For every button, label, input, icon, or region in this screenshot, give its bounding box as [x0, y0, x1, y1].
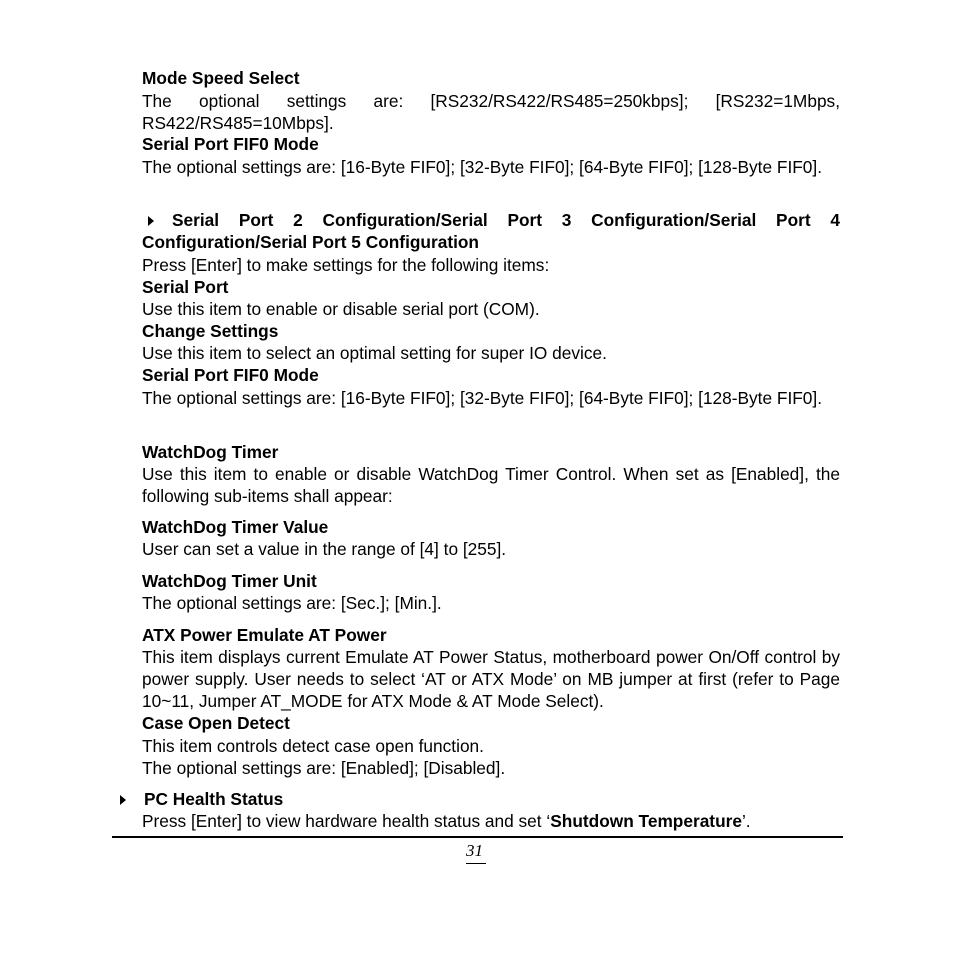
case-open-heading: Case Open Detect	[142, 713, 290, 733]
fifo-mode-description: The optional settings are: [16-Byte FIF0]; [32-Byte FIF0]; [64-Byte FIF0]; [128-Byte FIF0].	[142, 157, 823, 177]
watchdog-timer-heading: WatchDog Timer	[142, 442, 279, 462]
watchdog-timer-unit-heading: WatchDog Timer Unit	[142, 571, 317, 591]
page-number-underline	[466, 863, 486, 864]
serial-port-description: Use this item to enable or disable serial port (COM).	[142, 299, 540, 319]
shutdown-temperature-term: Shutdown Temperature	[550, 811, 742, 831]
serial-port-heading: Serial Port	[142, 277, 229, 297]
case-open-description-1: This item controls detect case open function.	[142, 736, 484, 756]
serial-port-config-section	[142, 209, 840, 253]
fifo-mode-heading-2: Serial Port FIF0 Mode	[142, 365, 319, 385]
fifo-mode-description-2: The optional settings are: [16-Byte FIF0]; [32-Byte FIF0]; [64-Byte FIF0]; [128-Byte FIF0].	[142, 388, 823, 408]
serial-port-config-heading: Serial Port 2 Configuration/Serial Port 3 Configuration/Serial Port 4 Configuration/Serial Port 5 Configuration	[142, 210, 840, 252]
pc-health-desc-pre: Press [Enter] to view hardware health status and set ‘	[142, 811, 551, 831]
pc-health-section	[120, 788, 818, 810]
pc-health-description	[142, 810, 840, 832]
change-settings-description: Use this item to select an optimal setting for super IO device.	[142, 343, 607, 363]
page-number: 31	[466, 841, 483, 860]
mode-speed-description: The optional settings are: [RS232/RS422/RS485=250kbps]; [RS232=1Mbps, RS422/RS485=10Mbps].	[142, 91, 840, 133]
arrow-right-icon	[148, 216, 154, 226]
change-settings-heading: Change Settings	[142, 321, 279, 341]
footer-divider	[112, 836, 843, 838]
serial-port-config-description: Press [Enter] to make settings for the following items:	[142, 255, 550, 275]
watchdog-timer-value-description: User can set a value in the range of [4] to [255].	[142, 539, 507, 559]
fifo-mode-heading: Serial Port FIF0 Mode	[142, 134, 319, 154]
atx-power-description: This item displays current Emulate AT Power Status, motherboard power On/Off control by power supply. User needs to select ‘AT or ATX Mode’ on MB jumper at first (refer to Page 10~11, Jumper AT_MODE for ATX Mode & AT Mode Select).	[142, 647, 840, 711]
case-open-description-2: The optional settings are: [Enabled]; [Disabled].	[142, 758, 506, 778]
watchdog-timer-unit-description: The optional settings are: [Sec.]; [Min.].	[142, 593, 442, 613]
watchdog-timer-value-heading: WatchDog Timer Value	[142, 517, 329, 537]
atx-power-heading: ATX Power Emulate AT Power	[142, 625, 387, 645]
watchdog-timer-description: Use this item to enable or disable WatchDog Timer Control. When set as [Enabled], the following sub-items shall appear:	[142, 464, 840, 506]
pc-health-heading: PC Health Status	[144, 789, 284, 809]
mode-speed-heading: Mode Speed Select	[142, 68, 300, 88]
arrow-right-icon	[120, 795, 126, 805]
pc-health-desc-post: ’.	[741, 811, 751, 831]
